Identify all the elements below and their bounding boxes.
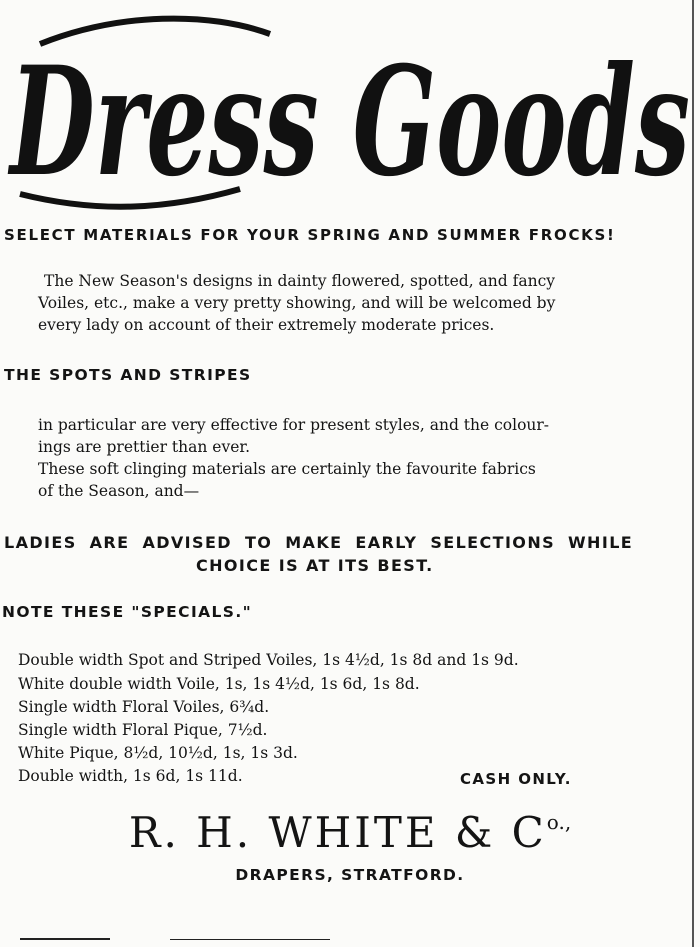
specials-heading: NOTE THESE "SPECIALS.": [2, 603, 253, 621]
special-item: Double width Spot and Striped Voiles, 1s 4½d, 1s 8d and 1s 9d.: [18, 651, 519, 669]
section-line: ings are prettier than ever.: [38, 438, 251, 456]
firm-name: [0, 808, 700, 857]
firm-name-suffix: o.,: [546, 810, 572, 834]
ad-title: Dress Goods: [7, 34, 691, 210]
section-heading: THE SPOTS AND STRIPES: [4, 366, 252, 384]
advice-line-2: CHOICE IS AT ITS BEST.: [196, 556, 434, 575]
cash-only-notice: CASH ONLY.: [460, 770, 572, 788]
section-line: of the Season, and—: [38, 482, 200, 500]
intro-paragraph: [38, 270, 662, 336]
special-item: White double width Voile, 1s, 1s 4½d, 1s 6d, 1s 8d.: [18, 675, 420, 693]
subheading: SELECT MATERIALS FOR YOUR SPRING AND SUMMER FROCKS!: [4, 226, 616, 244]
special-item: Single width Floral Pique, 7½d.: [18, 721, 268, 739]
right-edge-rule: [692, 0, 694, 947]
bottom-rule-mid: [170, 939, 330, 940]
section-paragraph: [38, 414, 662, 502]
intro-line: Voiles, etc., make a very pretty showing, and will be welcomed by: [38, 294, 556, 312]
section-line: These soft clinging materials are certainly the favourite fabrics: [38, 460, 536, 478]
intro-line: The New Season's designs in dainty flowered, spotted, and fancy: [44, 272, 556, 290]
title-graphic: [0, 4, 700, 214]
bottom-rule-left: [20, 938, 110, 940]
firm-name-text: R. H. WHITE & C: [128, 808, 547, 857]
intro-line: every lady on account of their extremely moderate prices.: [38, 316, 495, 334]
special-item: Double width, 1s 6d, 1s 11d.: [18, 767, 243, 785]
section-line: in particular are very effective for present styles, and the colour-: [38, 416, 550, 434]
advice-line-1: LADIES ARE ADVISED TO MAKE EARLY SELECTIONS WHILE: [4, 533, 634, 552]
special-item: White Pique, 8½d, 10½d, 1s, 1s 3d.: [18, 744, 298, 762]
special-item: Single width Floral Voiles, 6¾d.: [18, 698, 270, 716]
firm-address: DRAPERS, STRATFORD.: [235, 866, 465, 884]
